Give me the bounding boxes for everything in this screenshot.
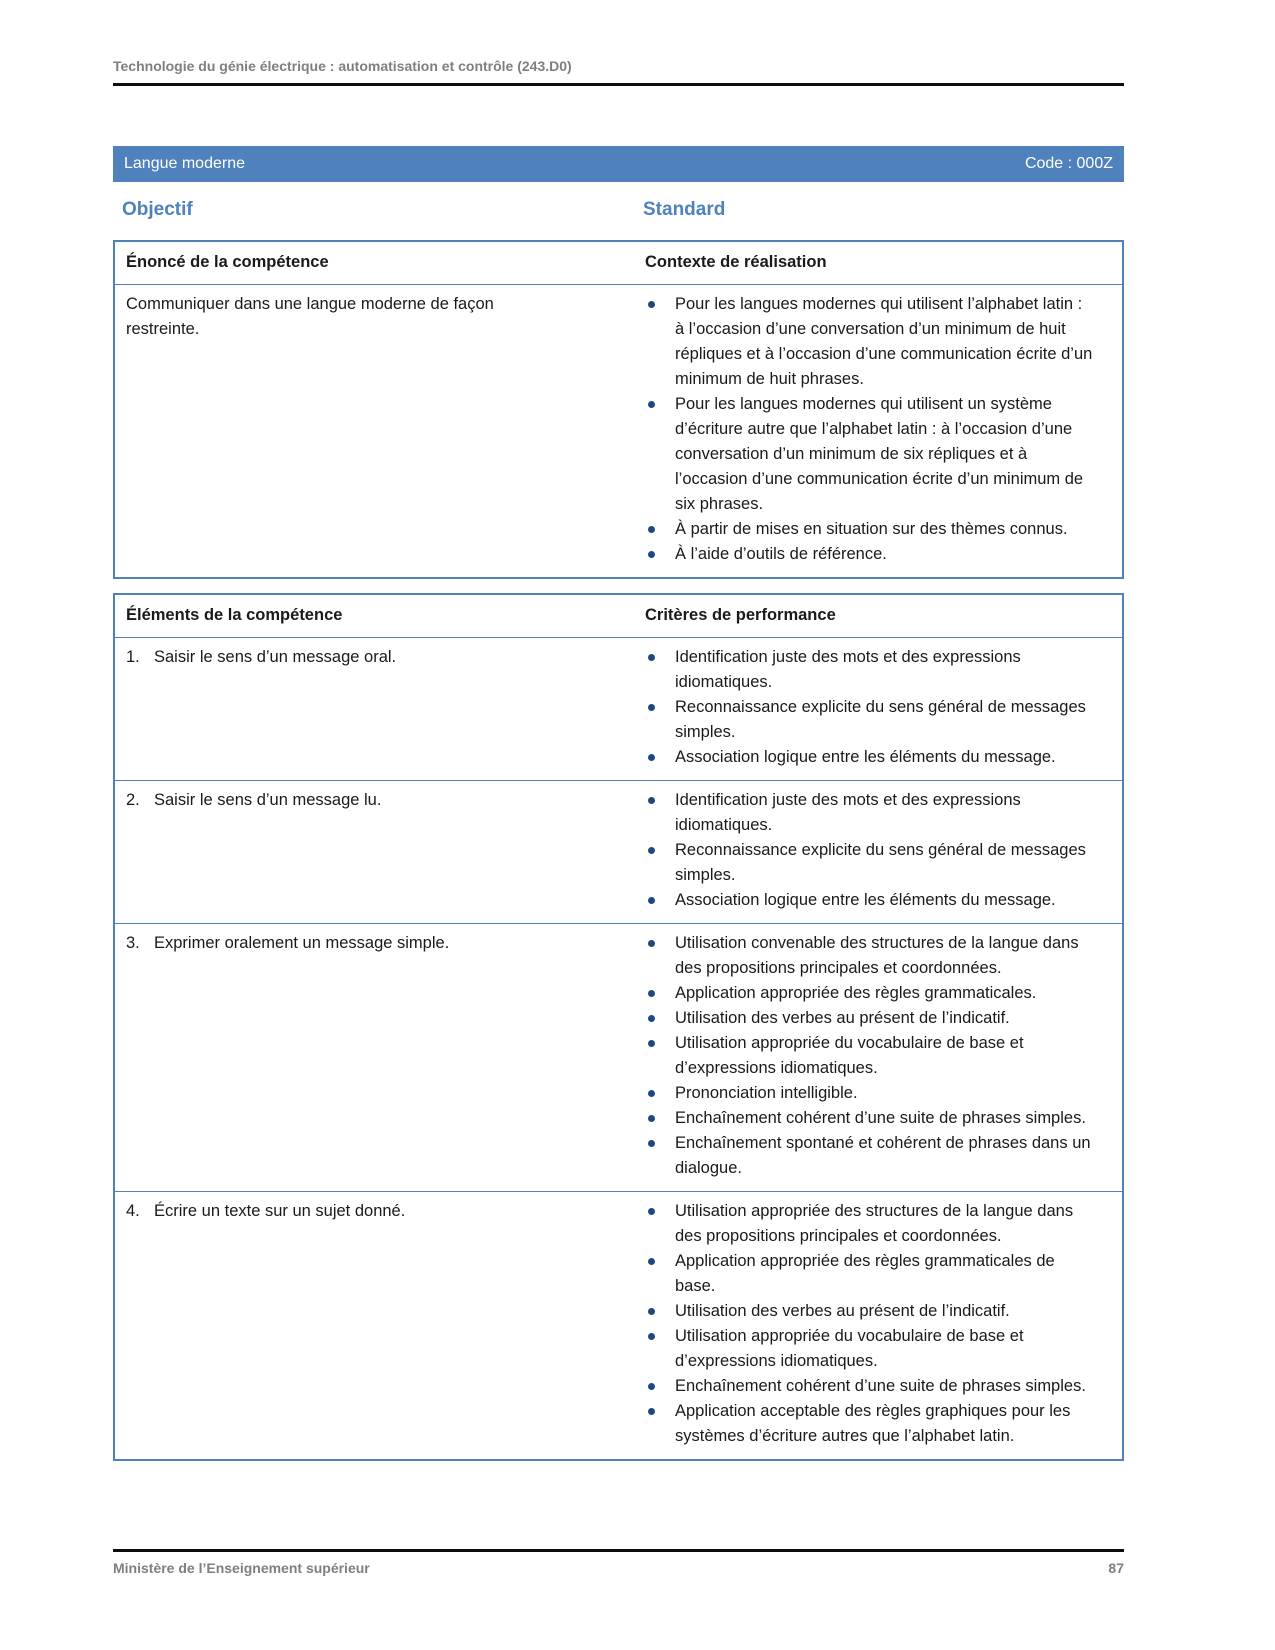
- bullet-item: Identification juste des mots et des expressions idiomatiques.: [645, 645, 1094, 695]
- bullet-item: Application appropriée des règles grammaticales de base.: [645, 1249, 1094, 1299]
- competence-statement-table: [113, 240, 1124, 579]
- table2-left-header: Éléments de la compétence: [126, 606, 343, 624]
- bullet-item: Enchaînement spontané et cohérent de phrases dans un dialogue.: [645, 1131, 1094, 1181]
- table1-right-header: Contexte de réalisation: [645, 253, 827, 271]
- context-bullet-list: [645, 292, 1094, 567]
- realisation-context: [645, 285, 1122, 577]
- bullet-item: À l’aide d’outils de référence.: [645, 542, 1094, 567]
- bullet-item: Reconnaissance explicite du sens général de messages simples.: [645, 838, 1094, 888]
- element-text: Écrire un texte sur un sujet donné.: [154, 1202, 406, 1220]
- bullet-item: Utilisation des verbes au présent de l’indicatif.: [645, 1006, 1094, 1031]
- bullet-item: Association logique entre les éléments du message.: [645, 745, 1094, 770]
- running-footer: [113, 1549, 1124, 1576]
- element-text: Saisir le sens d’un message lu.: [154, 791, 382, 809]
- bullet-item: Pour les langues modernes qui utilisent un système d’écriture autre que l’alphabet latin : à l’occasion d’une conversation d’un minimum de six répliques et à l’occasion d’une communication écrite d’un minimum de six phrases.: [645, 392, 1094, 517]
- course-banner: [113, 146, 1124, 182]
- table-row: [115, 285, 1122, 577]
- bullet-item: Prononciation intelligible.: [645, 1081, 1094, 1106]
- element-cell: [115, 1192, 645, 1459]
- criteria-cell: [645, 924, 1122, 1191]
- bullet-item: Utilisation appropriée des structures de la langue dans des propositions principales et coordonnées.: [645, 1199, 1094, 1249]
- element-number: 4.: [126, 1202, 140, 1220]
- program-title: Technologie du génie électrique : automatisation et contrôle (243.D0): [113, 58, 572, 74]
- bullet-item: Identification juste des mots et des expressions idiomatiques.: [645, 788, 1094, 838]
- bullet-item: Reconnaissance explicite du sens général de messages simples.: [645, 695, 1094, 745]
- bullet-item: Pour les langues modernes qui utilisent l’alphabet latin : à l’occasion d’une conversation d’un minimum de huit répliques et à l’occasion d’une communication écrite d’un minimum de huit phrases.: [645, 292, 1094, 392]
- running-header: [113, 58, 1124, 86]
- footer-ministry: Ministère de l’Enseignement supérieur: [113, 1560, 370, 1576]
- criteria-cell: [645, 638, 1122, 780]
- bullet-item: Enchaînement cohérent d’une suite de phrases simples.: [645, 1106, 1094, 1131]
- table-row: [115, 638, 1122, 780]
- table2-header-row: [115, 595, 1122, 638]
- bullet-item: Utilisation des verbes au présent de l’indicatif.: [645, 1299, 1094, 1324]
- bullet-item: Utilisation convenable des structures de la langue dans des propositions principales et coordonnées.: [645, 931, 1094, 981]
- competence-statement: Communiquer dans une langue moderne de façon restreinte.: [126, 295, 494, 338]
- table-row: [115, 780, 1122, 923]
- criteria-bullet-list: [645, 788, 1094, 913]
- section-headings: [113, 199, 1124, 221]
- course-title: Langue moderne: [124, 155, 245, 172]
- table2-right-header: Critères de performance: [645, 606, 836, 624]
- element-number: 1.: [126, 648, 140, 666]
- criteria-bullet-list: [645, 1199, 1094, 1449]
- bullet-item: Utilisation appropriée du vocabulaire de base et d’expressions idiomatiques.: [645, 1031, 1094, 1081]
- element-text: Exprimer oralement un message simple.: [154, 934, 450, 952]
- course-code: Code : 000Z: [1024, 155, 1113, 172]
- table1-left-header: Énoncé de la compétence: [126, 253, 329, 271]
- element-cell: [115, 781, 645, 923]
- element-cell: [115, 924, 645, 1191]
- criteria-bullet-list: [645, 931, 1094, 1181]
- bullet-item: Utilisation appropriée du vocabulaire de base et d’expressions idiomatiques.: [645, 1324, 1094, 1374]
- bullet-item: Enchaînement cohérent d’une suite de phrases simples.: [645, 1374, 1094, 1399]
- table1-header-row: [115, 242, 1122, 285]
- table-row: [115, 1191, 1122, 1459]
- bullet-item: Association logique entre les éléments du message.: [645, 888, 1094, 913]
- footer-page-number: 87: [1108, 1560, 1124, 1576]
- objectif-heading: Objectif: [122, 199, 193, 220]
- bullet-item: Application acceptable des règles graphiques pour les systèmes d’écriture autres que l’alphabet latin.: [645, 1399, 1094, 1449]
- element-number: 3.: [126, 934, 140, 952]
- element-text: Saisir le sens d’un message oral.: [154, 648, 397, 666]
- criteria-cell: [645, 1192, 1122, 1459]
- element-number: 2.: [126, 791, 140, 809]
- element-cell: [115, 638, 645, 780]
- bullet-item: Application appropriée des règles grammaticales.: [645, 981, 1094, 1006]
- standard-heading: Standard: [643, 199, 726, 220]
- bullet-item: À partir de mises en situation sur des thèmes connus.: [645, 517, 1094, 542]
- criteria-cell: [645, 781, 1122, 923]
- table-row: [115, 923, 1122, 1191]
- criteria-bullet-list: [645, 645, 1094, 770]
- competence-elements-table: [113, 593, 1124, 1461]
